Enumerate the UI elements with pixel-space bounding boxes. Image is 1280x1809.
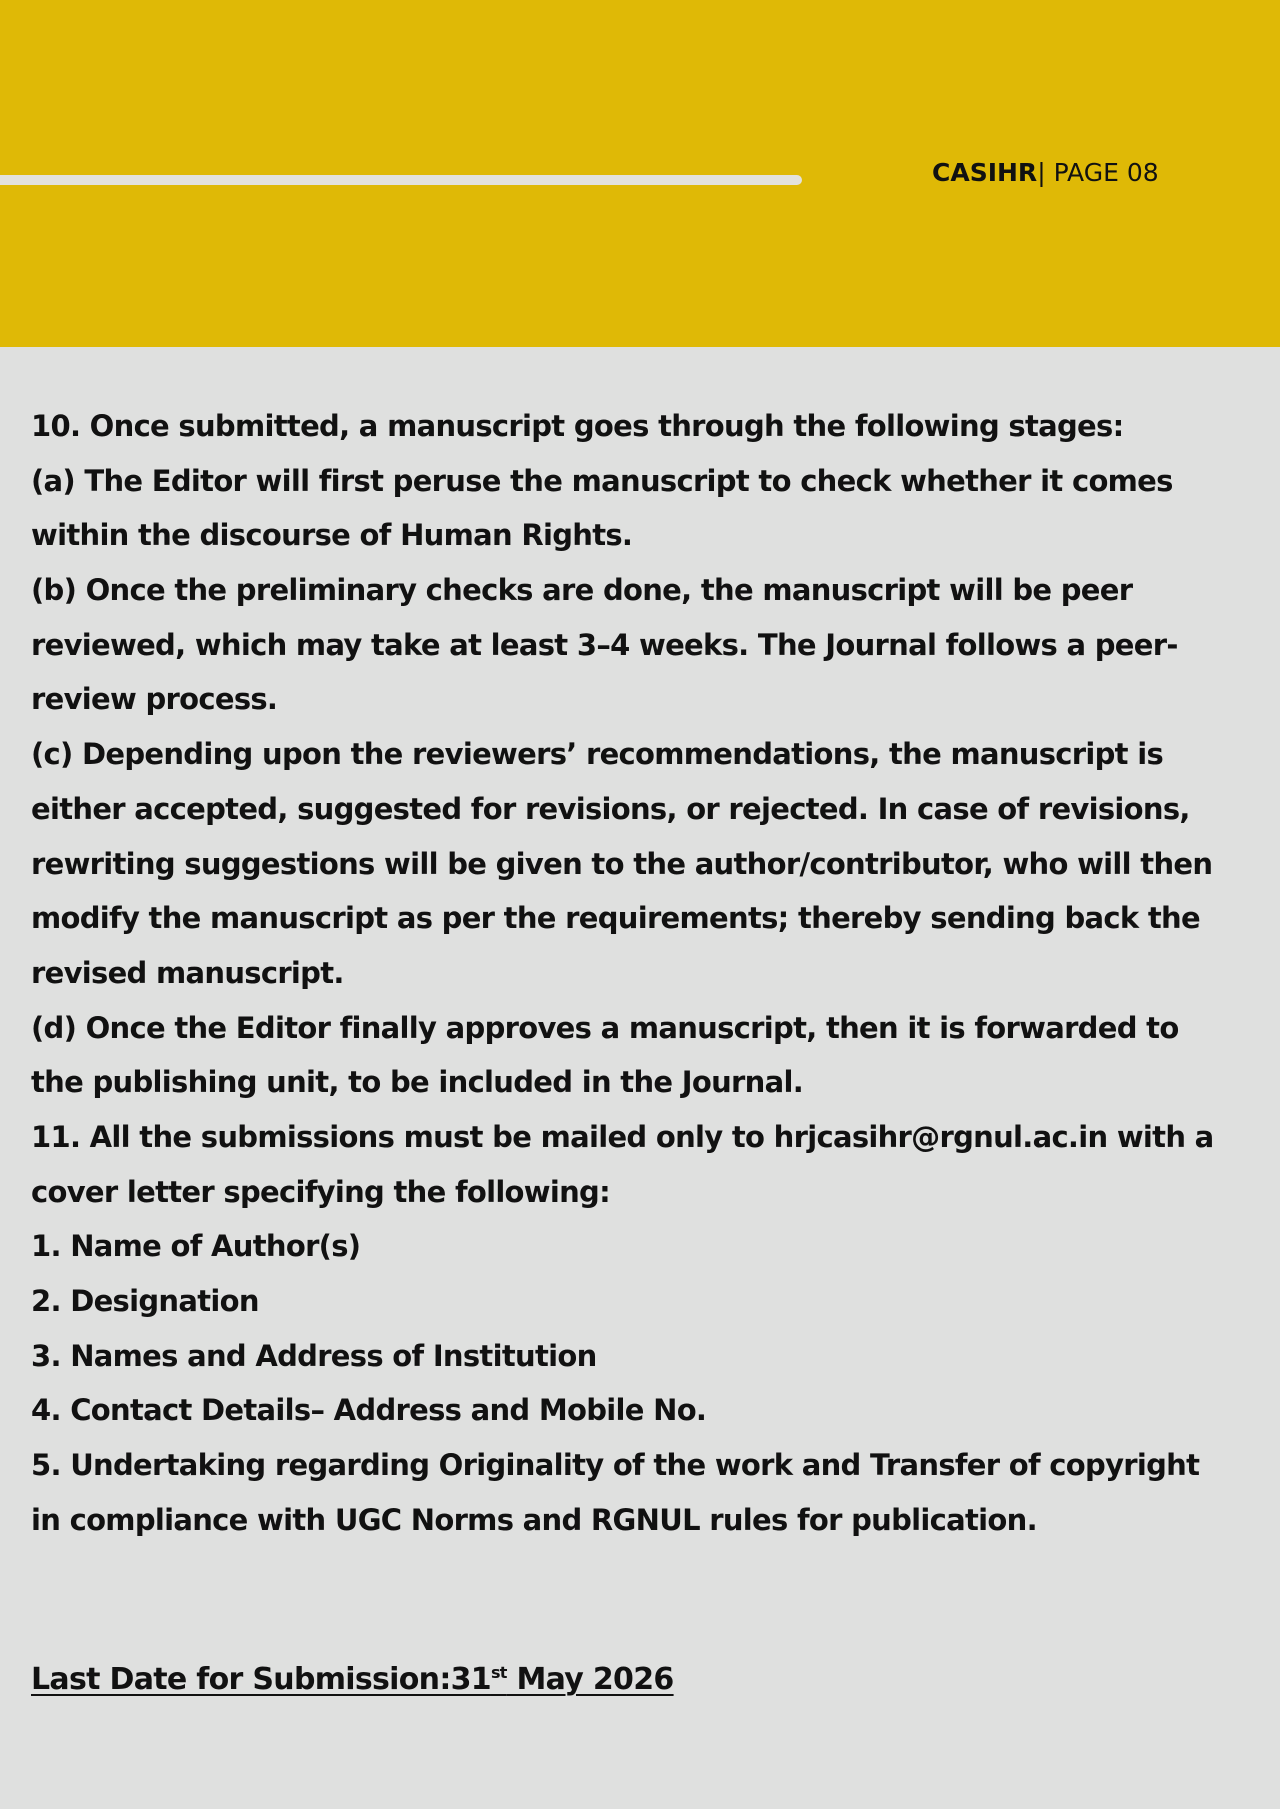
list-item-contact-details: 4. Contact Details– Address and Mobile No. (31, 1393, 707, 1428)
body-line-stage-intro: 10. Once submitted, a manuscript goes through the following stages: (31, 409, 1124, 443)
header-banner (0, 0, 1280, 347)
deadline-label: Last Date for Submission:31 (31, 1662, 491, 1697)
deadline-month-year: May 2026 (506, 1662, 674, 1697)
body-line-stage-c-cont: modify the manuscript as per the requirements; thereby sending back the (31, 901, 1200, 936)
body-line-stage-b-end: review process. (31, 682, 278, 717)
body-line-submission-email: 11. All the submissions must be mailed only to hrjcasihr@rgnul.ac.in with a (31, 1119, 1214, 1154)
body-line-stage-a-cont: within the discourse of Human Rights. (31, 518, 633, 553)
body-line-stage-c: (c) Depending upon the reviewers’ recommendations, the manuscript is (31, 737, 1164, 772)
page-separator: | (1037, 158, 1046, 187)
body-line-stage-c-cont: either accepted, suggested for revisions, or rejected. In case of revisions, (31, 791, 1190, 826)
list-item-institution: 3. Names and Address of Institution (31, 1338, 597, 1373)
body-line-stage-a: (a) The Editor will first peruse the manuscript to check whether it comes (31, 463, 1173, 498)
page-number: PAGE 08 (1045, 158, 1159, 187)
page-label (932, 158, 1159, 188)
body-line-stage-b-cont: reviewed, which may take at least 3–4 weeks. The Journal follows a peer- (31, 627, 1178, 662)
brand-name: CASIHR (932, 158, 1038, 187)
body-line-stage-c-cont: rewriting suggestions will be given to the author/contributor, who will then (31, 846, 1213, 881)
body-line-stage-d: (d) Once the Editor finally approves a manuscript, then it is forwarded to (31, 1010, 1179, 1045)
decorative-divider-line (0, 175, 802, 185)
list-item-undertaking-cont: in compliance with UGC Norms and RGNUL rules for publication. (31, 1502, 1037, 1537)
list-item-undertaking: 5. Undertaking regarding Originality of the work and Transfer of copyright (31, 1448, 1200, 1483)
deadline-ordinal-suffix: st (490, 1663, 507, 1682)
body-line-stage-d-end: the publishing unit, to be included in the Journal. (31, 1065, 804, 1100)
body-line-stage-c-end: revised manuscript. (31, 955, 344, 990)
body-line-stage-b: (b) Once the preliminary checks are done, the manuscript will be peer (31, 573, 1133, 608)
body-line-cover-letter: cover letter specifying the following: (31, 1174, 611, 1209)
guidelines-body (31, 399, 1271, 1547)
submission-deadline (31, 1651, 674, 1709)
list-item-designation: 2. Designation (31, 1284, 259, 1318)
list-item-author-name: 1. Name of Author(s) (31, 1229, 361, 1264)
